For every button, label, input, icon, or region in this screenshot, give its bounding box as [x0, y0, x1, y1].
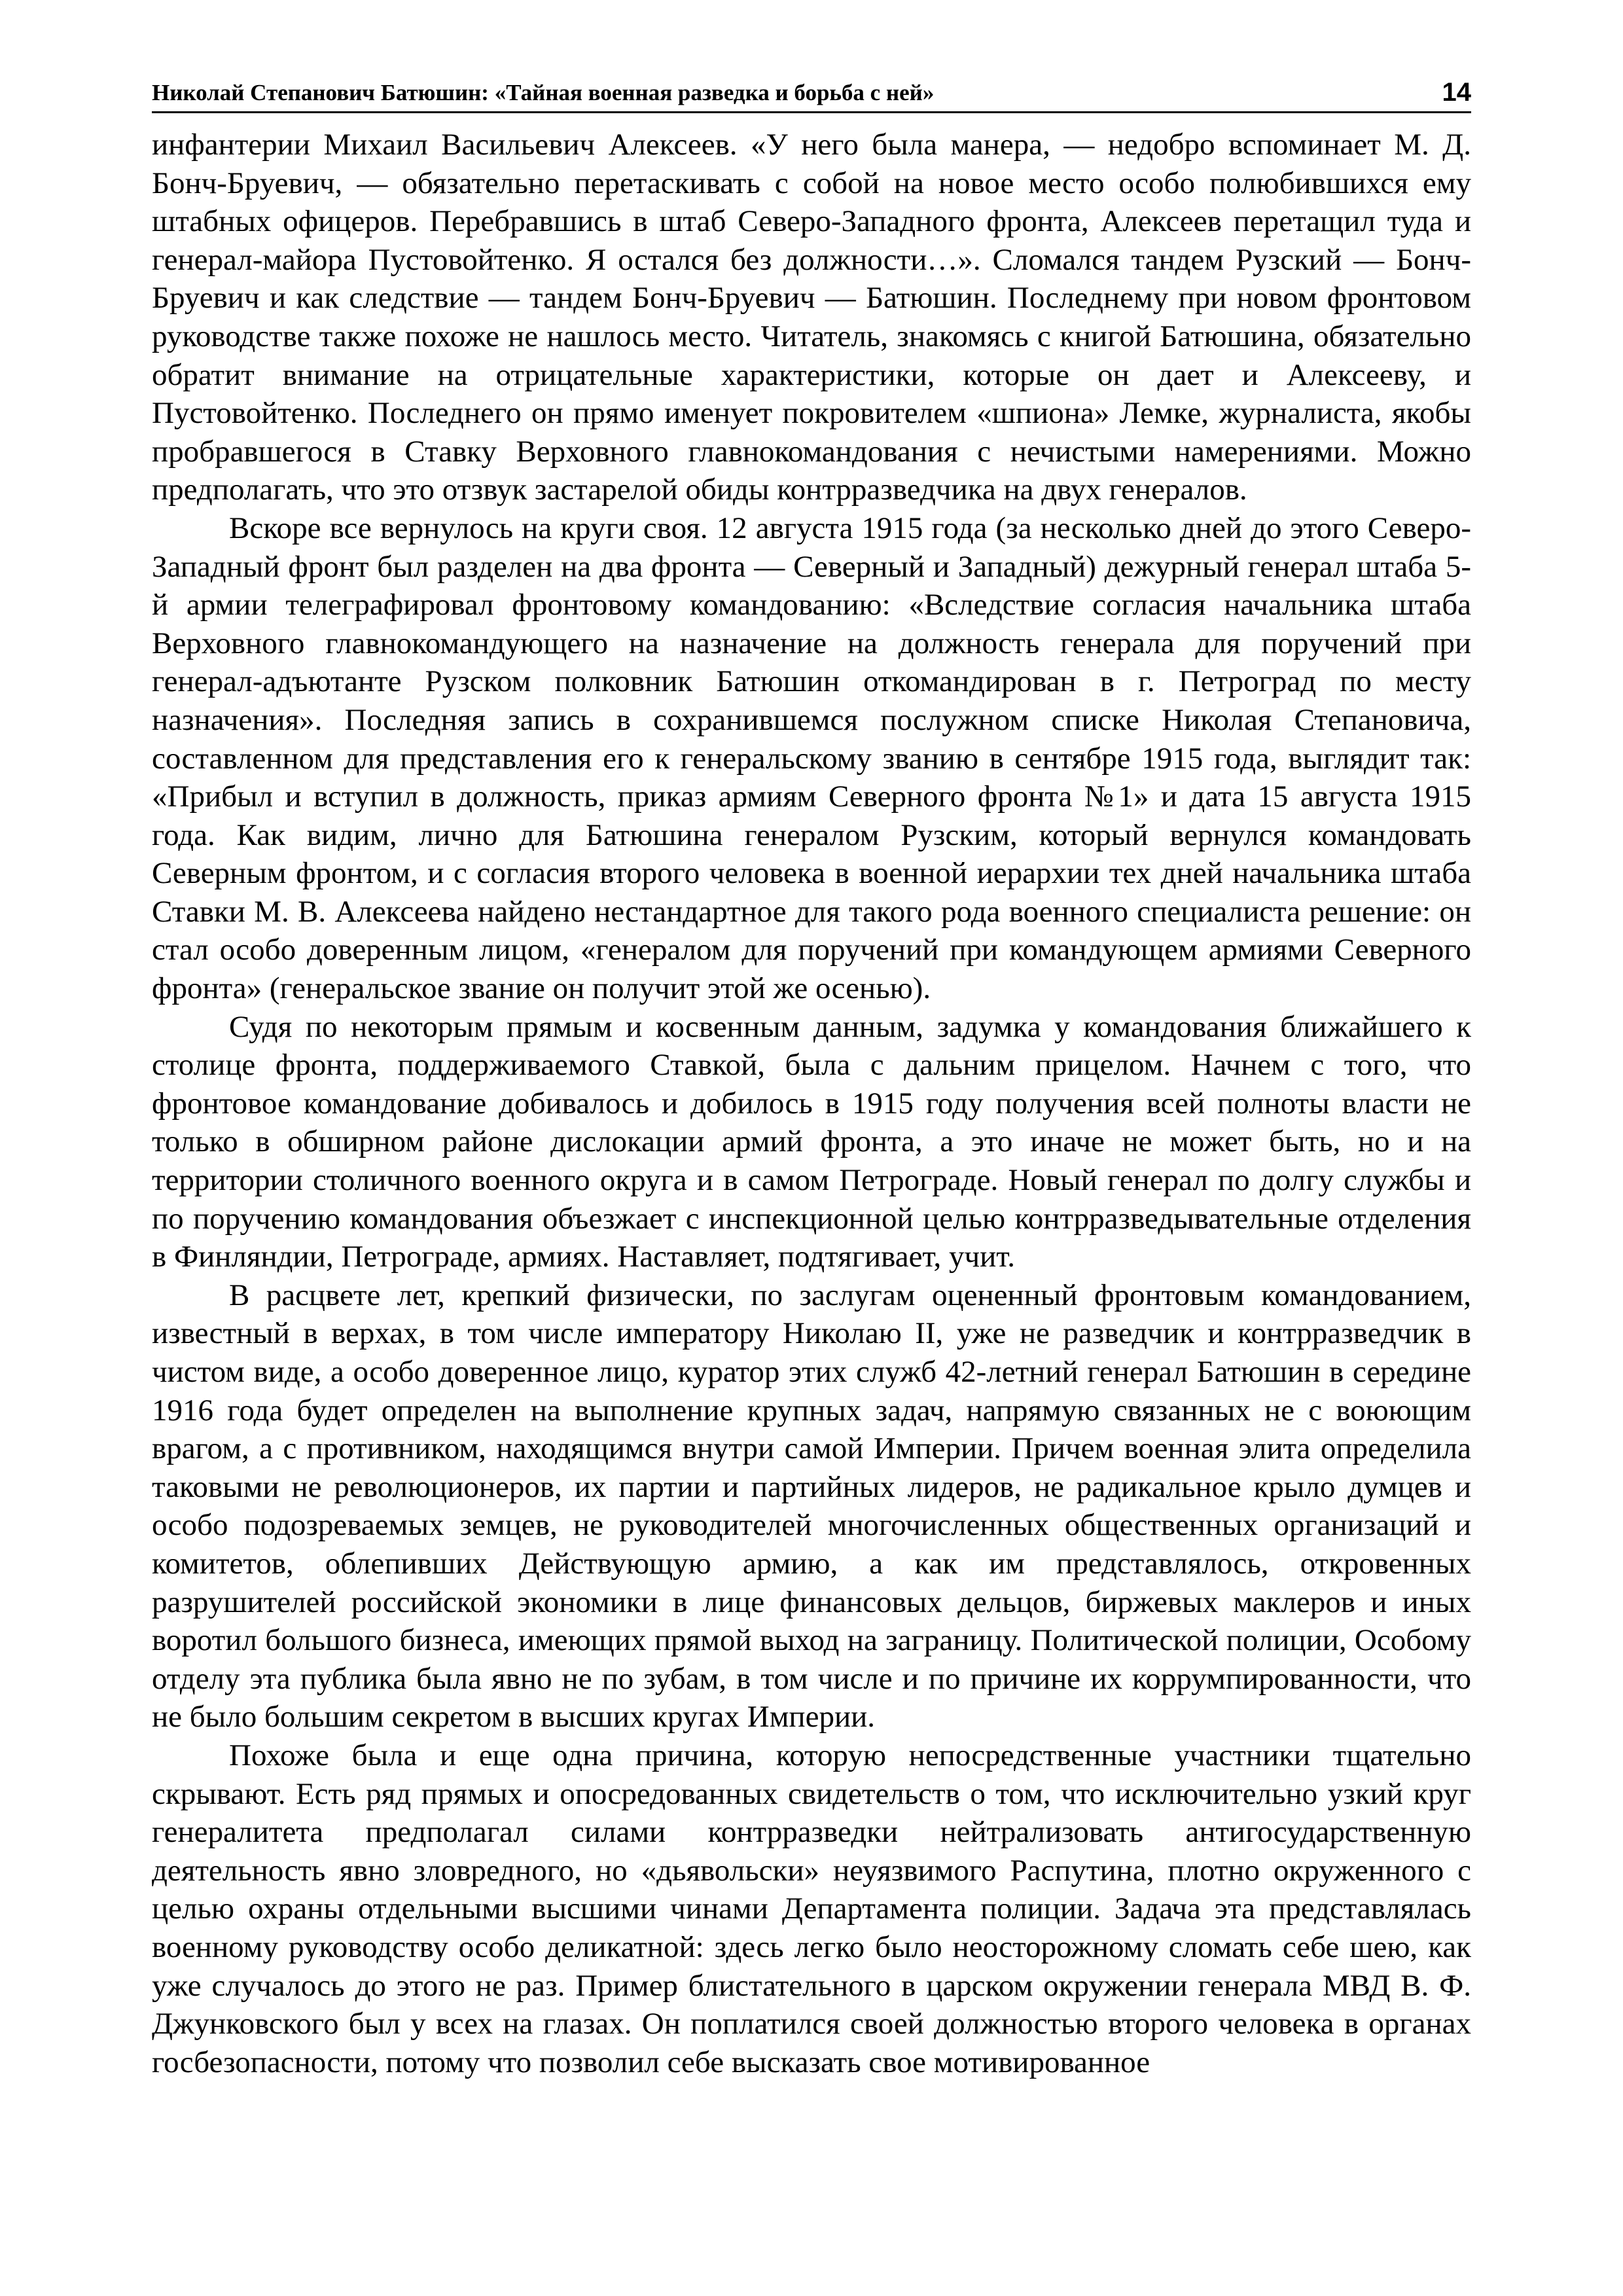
paragraph: инфантерии Михаил Васильевич Алексеев. «У него была манера, — недобро вспоминает М. Д. Бонч-Бруевич, — обязательно перетаскивать с собой на новое место особо полюбившихся ему штабных офицеров. Перебравшись в штаб Северо-Западного фронта, Алексеев перетащил туда и генерал-майора Пустовойтенко. Я остался без должности…». Сломался тандем Рузский — Бонч-Бруевич и как следствие — тандем Бонч-Бруевич — Батюшин. Последнему при новом фронтовом руководстве также похоже не нашлось место. Читатель, знакомясь с книгой Батюшина, обязательно обратит внимание на отрицательные характеристики, которые он дает и Алексееву, и Пустовойтенко. Последнего он прямо именует покровителем «шпиона» Лемке, журналиста, якобы пробравшегося в Ставку Верховного главнокомандования с нечистыми намерениями. Можно предполагать, что это отзвук застарелой обиды контрразведчика на двух генералов. — [152, 128, 1471, 507]
page-number: 14 — [1442, 78, 1471, 107]
paragraph: Судя по некоторым прямым и косвенным данным, задумка у командования ближайшего к столице фронта, поддерживаемого Ставкой, была с дальним прицелом. Начнем с того, что фронтовое командование добивалось и добилось в 1915 году получения всей полноты власти не только в обширном районе дислокации армий фронта, а это иначе не может быть, но и на территории столичного военного округа и в самом Петрограде. Новый генерал по долгу службы и по поручению командования объезжает с инспекционной целью контрразведывательные отделения в Финляндии, Петрограде, армиях. Наставляет, подтягивает, учит. — [152, 1009, 1471, 1274]
header-title: Николай Степанович Батюшин: «Тайная военная разведка и борьба с ней» — [152, 80, 935, 105]
paragraph: В расцвете лет, крепкий физически, по заслугам оцененный фронтовым командованием, известный в верхах, в том числе императору Николаю II, уже не разведчик и контрразведчик в чистом виде, а особо доверенное лицо, куратор этих служб 42-летний генерал Батюшин в середине 1916 года будет определен на выполнение крупных задач, напрямую связанных не с воюющим врагом, а с противником, находящимся внутри самой Империи. Причем военная элита определила таковыми не революционеров, их партии и партийных лидеров, не радикальное крыло думцев и особо подозреваемых земцев, не руководителей многочисленных общественных организаций и комитетов, облепивших Действующую армию, а как им представлялось, откровенных разрушителей российской экономики в лице финансовых дельцов, биржевых маклеров и иных воротил большого бизнеса, имеющих прямой выход на заграницу. Политической полиции, Особому отделу эта публика была явно не по зубам, в том числе и по причине их коррумпированности, что не было большим секретом в высших кругах Империи. — [152, 1278, 1471, 1734]
paragraph: Похоже была и еще одна причина, которую непосредственные участники тщательно скрывают. Есть ряд прямых и опосредованных свидетельств о том, что исключительно узкий круг генералитета предполагал силами контрразведки нейтрализовать антигосударственную деятельность явно зловредного, но «дьявольски» неуязвимого Распутина, плотно окруженного с целью охраны отдельными высшими чинами Департамента полиции. Задача эта представлялась военному руководству особо деликатной: здесь легко было неосторожному сломать себе шею, как уже случалось до этого не раз. Пример блистательного в царском окружении генерала МВД В. Ф. Джунковского был у всех на глазах. Он поплатился своей должностью второго человека в органах госбезопасности, потому что позволил себе высказать свое мотивированное — [152, 1738, 1471, 2079]
body-text — [152, 126, 1471, 2081]
paragraph: Вскоре все вернулось на круги своя. 12 августа 1915 года (за несколько дней до этого Северо-Западный фронт был разделен на два фронта — Северный и Западный) дежурный генерал штаба 5-й армии телеграфировал фронтовому командованию: «Вследствие согласия начальника штаба Верховного главнокомандующего на назначение на должность генерала для поручений при генерал-адъютанте Рузском полковник Батюшин откомандирован в г. Петроград по месту назначения». Последняя запись в сохранившемся послужном списке Николая Степановича, составленном для представления его к генеральскому званию в сентябре 1915 года, выглядит так: «Прибыл и вступил в должность, приказ армиям Северного фронта №1» и дата 15 августа 1915 года. Как видим, лично для Батюшина генералом Рузским, который вернулся командовать Северным фронтом, и с согласия второго человека в военной иерархии тех дней начальника штаба Ставки М. В. Алексеева найдено нестандартное для такого рода военного специалиста решение: он стал особо доверенным лицом, «генералом для поручений при командующем армиями Северного фронта» (генеральское звание он получит этой же осенью). — [152, 511, 1471, 1006]
running-header — [152, 65, 1471, 113]
